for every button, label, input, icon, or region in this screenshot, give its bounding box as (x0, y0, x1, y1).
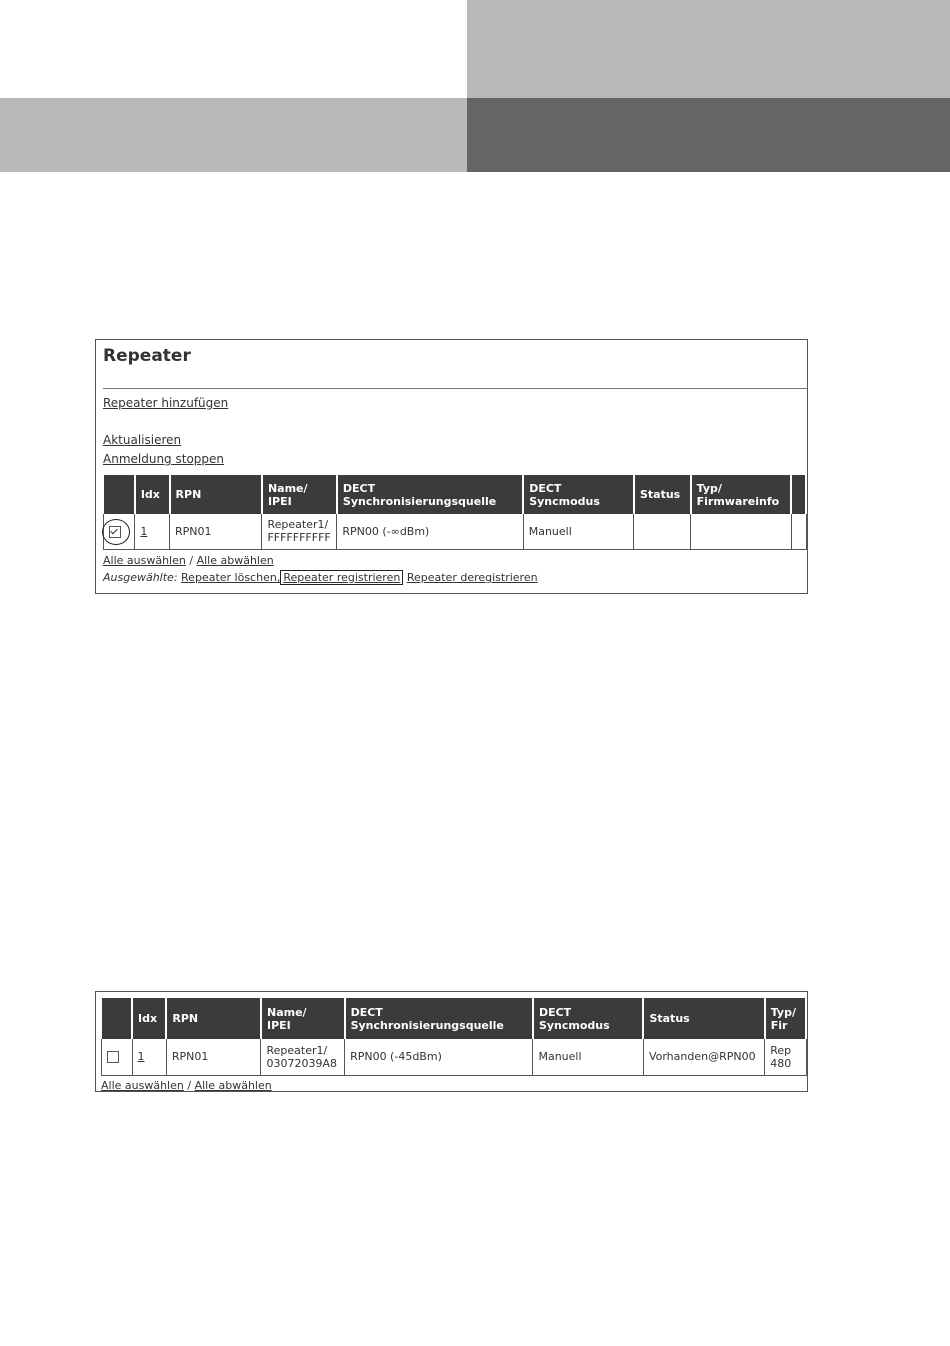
table-header-row (102, 998, 807, 1039)
repeater-table-result (101, 998, 807, 1076)
highlight-circle (102, 519, 130, 545)
deselect-all-link[interactable]: Alle abwählen (194, 1079, 272, 1092)
col-idx-header: Idx (135, 475, 170, 514)
repeater-table (103, 475, 807, 550)
row-name-cell (262, 514, 337, 549)
select-links-row (101, 1079, 272, 1092)
stop-registration-link[interactable]: Anmeldung stoppen (103, 452, 225, 466)
selected-label: Ausgewählte: (103, 571, 178, 584)
row-sync-mode-cell: Manuell (523, 514, 634, 549)
row-status-cell (634, 514, 691, 549)
row-idx-cell (132, 1039, 166, 1075)
row-name: Repeater1/ (266, 1043, 328, 1057)
row-ipei: 03072039A8 (266, 1056, 337, 1070)
col-sync-source-header: DECT Synchronisierungsquelle (337, 475, 523, 514)
col-type-header: Typ/ Fir (765, 998, 806, 1039)
repeater-panel-screenshot (95, 339, 808, 594)
table-header-row (104, 475, 807, 514)
row-status-cell: Vorhanden@RPN00 (643, 1039, 764, 1075)
col-sync-mode-header: DECT Syncmodus (533, 998, 643, 1039)
row-sync-mode-cell: Manuell (533, 1039, 643, 1075)
row-type-cell (765, 1039, 806, 1075)
select-separator: / (187, 1079, 192, 1092)
row-type-line1: Rep (770, 1043, 792, 1057)
repeater-table-result-screenshot (95, 991, 808, 1092)
row-rpn-cell: RPN01 (166, 1039, 261, 1075)
col-idx-header: Idx (132, 998, 166, 1039)
add-repeater-link[interactable]: Repeater hinzufügen (103, 396, 229, 410)
header-block-bottom-left (0, 98, 467, 172)
col-select-header (104, 475, 135, 514)
row-idx-link[interactable]: 1 (140, 524, 148, 538)
select-links-row (103, 554, 274, 567)
deregister-repeater-link[interactable]: Repeater deregistrieren (406, 571, 538, 584)
col-rpn-header: RPN (170, 475, 262, 514)
row-idx-cell (135, 514, 170, 549)
row-extra-cell (791, 514, 806, 549)
col-status-header: Status (643, 998, 764, 1039)
row-name-cell (261, 1039, 345, 1075)
row-type-cell (691, 514, 792, 549)
row-type-line2: 480 (770, 1056, 792, 1070)
row-ipei: FFFFFFFFFF (267, 531, 331, 545)
col-name-header: Name/ IPEI (261, 998, 345, 1039)
col-sync-mode-header: DECT Syncmodus (523, 475, 634, 514)
row-sync-source-cell: RPN00 (-∞dBm) (337, 514, 523, 549)
row-select-cell (102, 1039, 133, 1075)
header-block-top-right (467, 0, 950, 98)
col-type-header: Typ/ Firmwareinfo (691, 475, 792, 514)
table-row (102, 1039, 807, 1075)
delete-repeater-link[interactable]: Repeater löschen, (181, 571, 281, 584)
col-extra-header (791, 475, 806, 514)
deselect-all-link[interactable]: Alle abwählen (196, 554, 274, 567)
title-divider (103, 388, 807, 389)
col-sync-source-header: DECT Synchronisierungsquelle (345, 998, 533, 1039)
row-idx-link[interactable]: 1 (137, 1050, 145, 1064)
header-block-bottom-right (467, 98, 950, 172)
row-rpn-cell: RPN01 (170, 514, 262, 549)
col-rpn-header: RPN (166, 998, 261, 1039)
row-checkbox[interactable] (107, 1051, 119, 1063)
row-sync-source-cell: RPN00 (-45dBm) (345, 1039, 533, 1075)
table-row (104, 514, 807, 549)
col-name-header: Name/ IPEI (262, 475, 337, 514)
select-all-link[interactable]: Alle auswählen (103, 554, 186, 567)
select-separator: / (189, 554, 194, 567)
select-all-link[interactable]: Alle auswählen (101, 1079, 184, 1092)
row-select-cell (104, 514, 135, 549)
page-title: Repeater (103, 346, 191, 366)
refresh-link[interactable]: Aktualisieren (103, 433, 182, 447)
row-name: Repeater1/ (267, 518, 329, 532)
col-status-header: Status (634, 475, 691, 514)
col-select-header (102, 998, 133, 1039)
register-repeater-link[interactable]: Repeater registrieren (280, 570, 403, 585)
selected-actions-row (103, 571, 538, 584)
